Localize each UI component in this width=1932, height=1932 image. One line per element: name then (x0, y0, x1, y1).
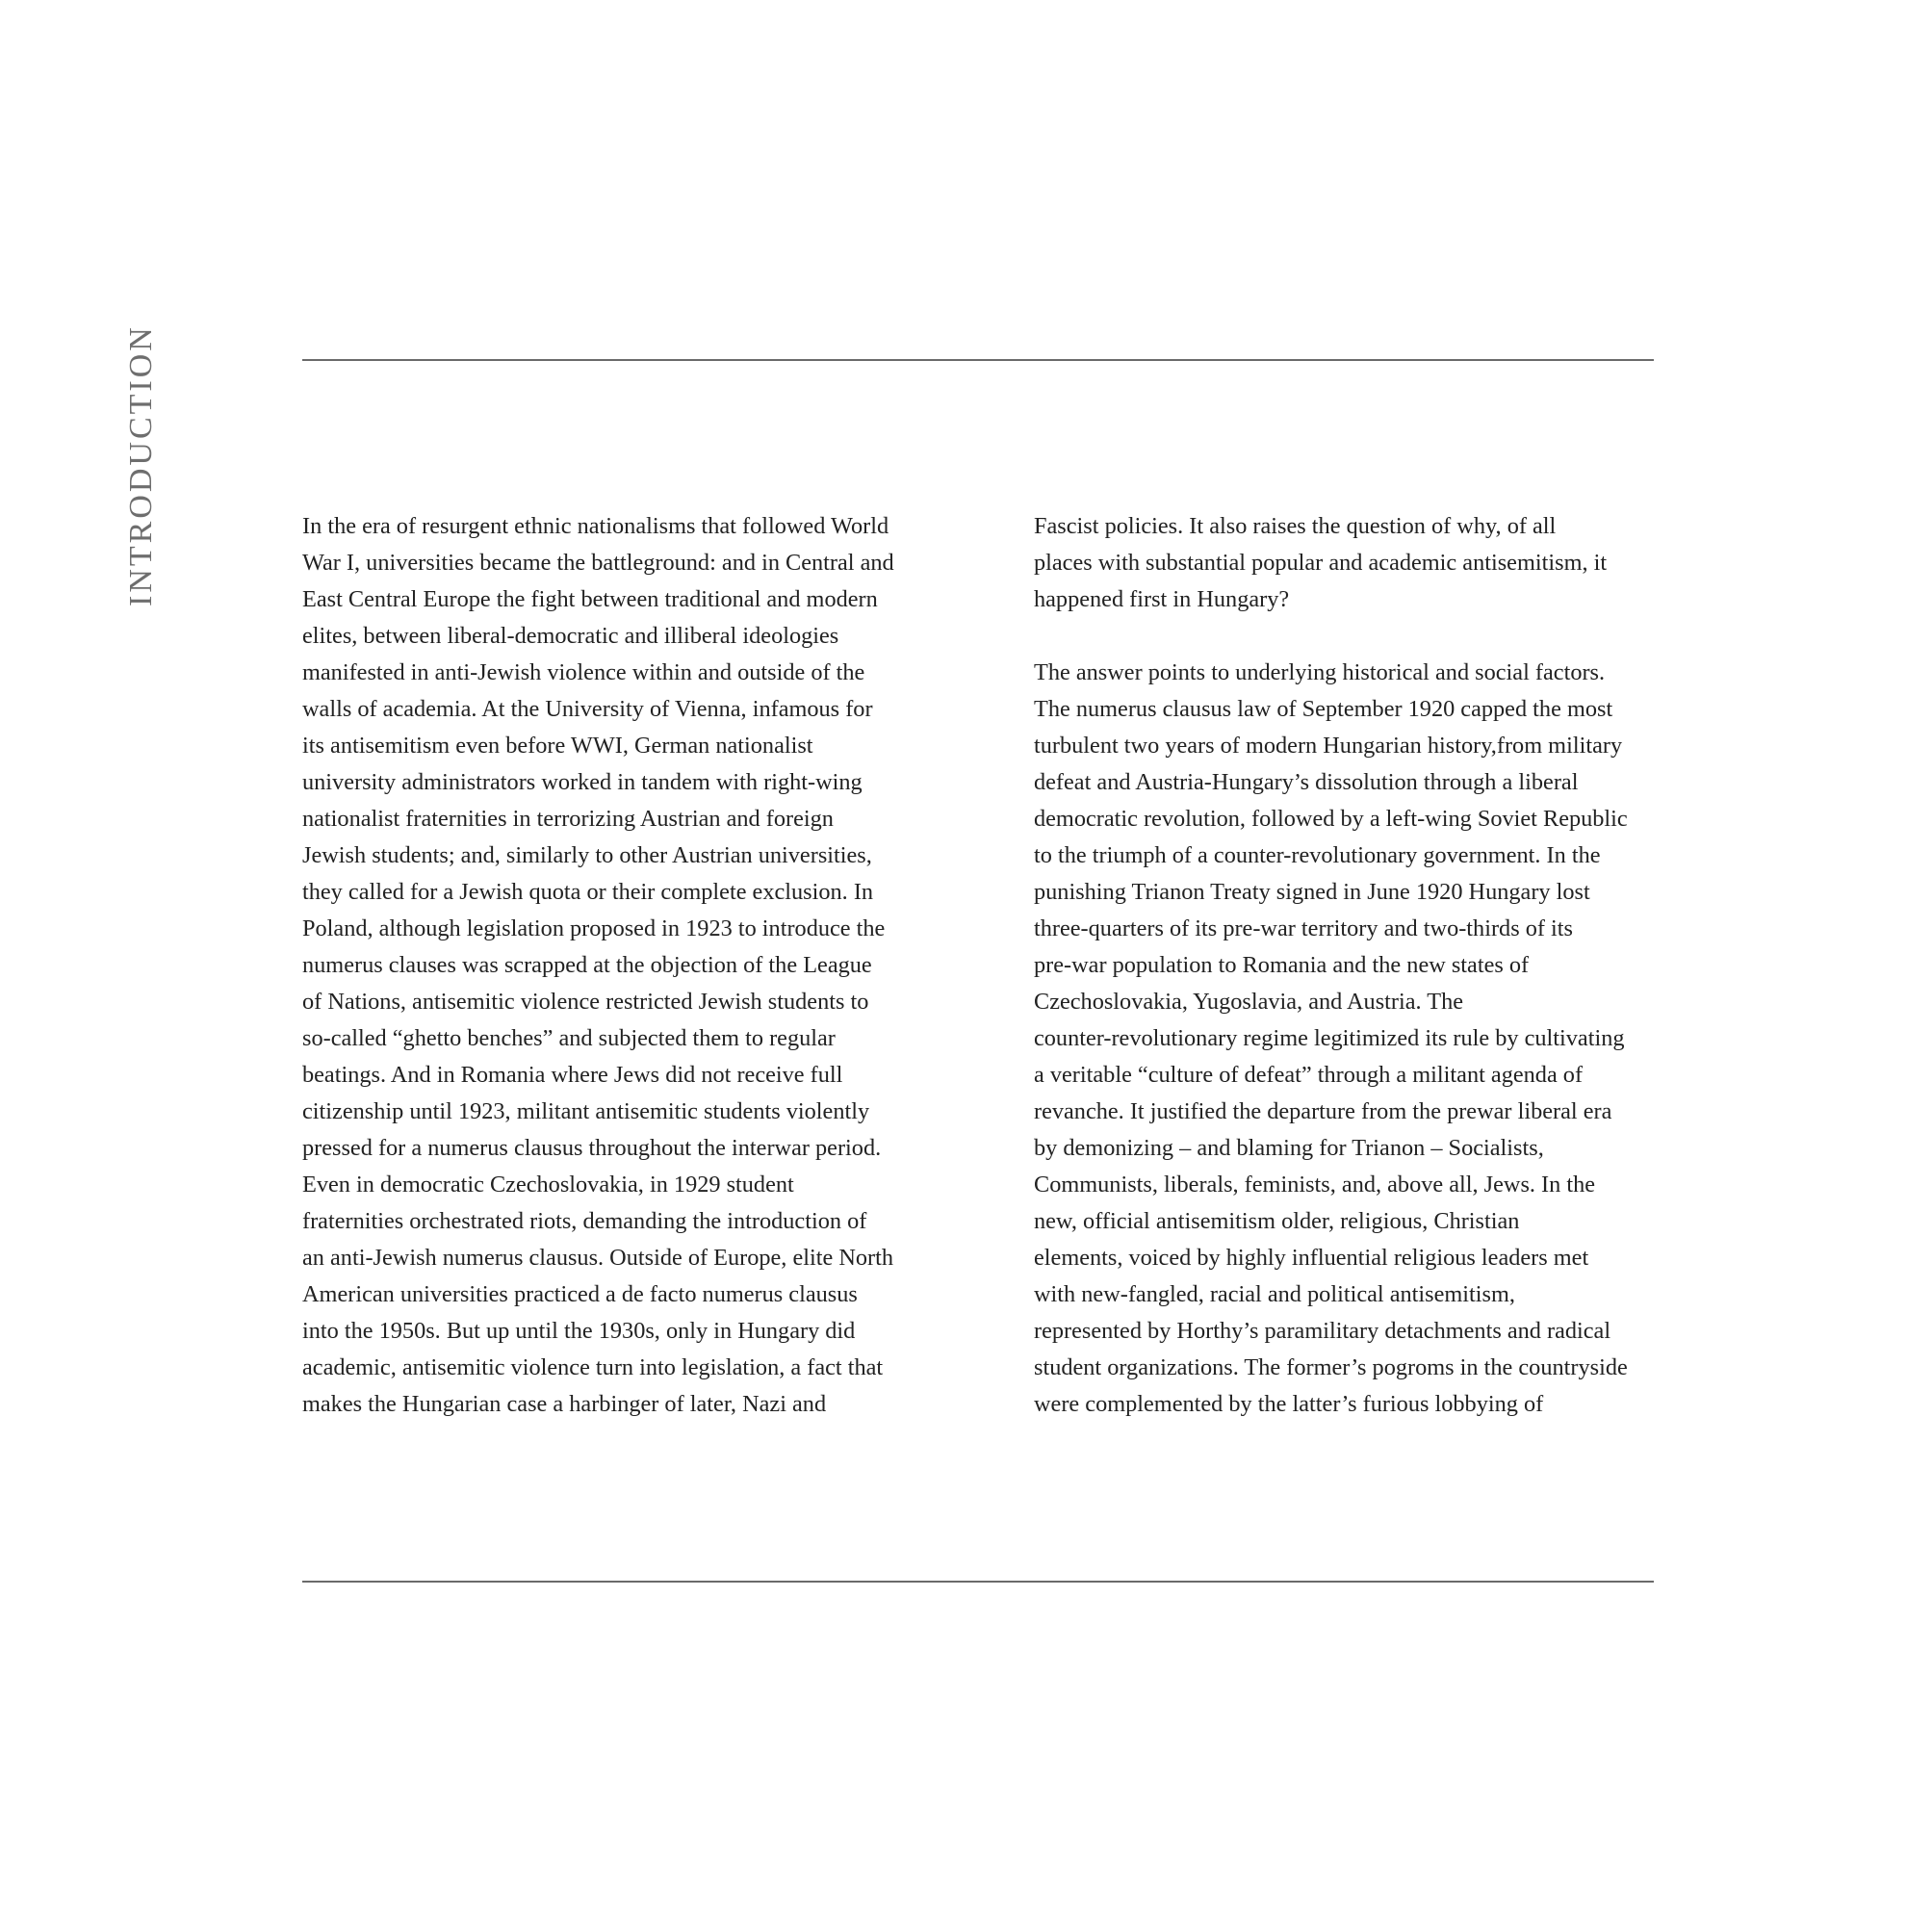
text-line: happened first in Hungary? (1034, 586, 1290, 612)
text-line: pre-war population to Romania and the new states of (1034, 952, 1530, 978)
text-line: a veritable “culture of defeat” through a militant agenda of (1034, 1062, 1584, 1088)
text-line: into the 1950s. But up until the 1930s, only in Hungary did (302, 1318, 856, 1344)
paragraph-break (1034, 618, 1669, 655)
text-line: academic, antisemitic violence turn into legislation, a fact that (302, 1354, 884, 1380)
text-line: Poland, although legislation proposed in 1923 to introduce the (302, 915, 886, 941)
text-line: its antisemitism even before WWI, German nationalist (302, 733, 813, 759)
text-line: Even in democratic Czechoslovakia, in 1929 student (302, 1172, 794, 1198)
text-line: defeat and Austria-Hungary’s dissolution through a liberal (1034, 769, 1579, 795)
top-divider (302, 359, 1654, 361)
text-line: War I, universities became the battleground: and in Central and (302, 550, 894, 576)
text-line: were complemented by the latter’s furious lobbying of (1034, 1391, 1544, 1417)
text-line: with new-fangled, racial and political antisemitism, (1034, 1281, 1515, 1307)
text-line: manifested in anti-Jewish violence within and outside of the (302, 659, 865, 685)
left-column (302, 508, 938, 1423)
text-line: Czechoslovakia, Yugoslavia, and Austria. The (1034, 989, 1464, 1015)
text-line: Communists, liberals, feminists, and, above all, Jews. In the (1034, 1172, 1596, 1198)
text-line: they called for a Jewish quota or their complete exclusion. In (302, 879, 874, 905)
text-line: turbulent two years of modern Hungarian history,from military (1034, 733, 1623, 759)
text-line: by demonizing – and blaming for Trianon – Socialists, (1034, 1135, 1544, 1161)
text-line: represented by Horthy’s paramilitary detachments and radical (1034, 1318, 1611, 1344)
text-line: numerus clauses was scrapped at the objection of the League (302, 952, 872, 978)
text-line: new, official antisemitism older, religious, Christian (1034, 1208, 1520, 1234)
text-line: nationalist fraternities in terrorizing Austrian and foreign (302, 806, 834, 832)
text-line: punishing Trianon Treaty signed in June 1920 Hungary lost (1034, 879, 1590, 905)
text-line: of Nations, antisemitic violence restricted Jewish students to (302, 989, 869, 1015)
text-line: three-quarters of its pre-war territory and two-thirds of its (1034, 915, 1573, 941)
text-line: counter-revolutionary regime legitimized its rule by cultivating (1034, 1025, 1625, 1051)
text-line: East Central Europe the fight between traditional and modern (302, 586, 878, 612)
text-line: Fascist policies. It also raises the question of why, of all (1034, 513, 1557, 539)
text-line: makes the Hungarian case a harbinger of later, Nazi and (302, 1391, 827, 1417)
text-line: democratic revolution, followed by a left-wing Soviet Republic (1034, 806, 1628, 832)
text-line: The numerus clausus law of September 1920 capped the most (1034, 696, 1613, 722)
text-line: fraternities orchestrated riots, demanding the introduction of (302, 1208, 867, 1234)
text-line: walls of academia. At the University of Vienna, infamous for (302, 696, 873, 722)
text-line: elites, between liberal-democratic and illiberal ideologies (302, 623, 839, 649)
text-line: citizenship until 1923, militant antisemitic students violently (302, 1098, 870, 1124)
text-line: to the triumph of a counter-revolutionary government. In the (1034, 842, 1601, 868)
text-line: places with substantial popular and academic antisemitism, it (1034, 550, 1608, 576)
text-line: university administrators worked in tandem with right-wing (302, 769, 863, 795)
text-line: In the era of resurgent ethnic nationalisms that followed World (302, 513, 889, 539)
bottom-divider (302, 1581, 1654, 1583)
text-line: an anti-Jewish numerus clausus. Outside of Europe, elite North (302, 1245, 894, 1271)
text-line: student organizations. The former’s pogroms in the countryside (1034, 1354, 1628, 1380)
text-line: The answer points to underlying historical and social factors. (1034, 659, 1606, 685)
text-line: beatings. And in Romania where Jews did not receive full (302, 1062, 843, 1088)
text-line: Jewish students; and, similarly to other Austrian universities, (302, 842, 872, 868)
text-line: pressed for a numerus clausus throughout the interwar period. (302, 1135, 882, 1161)
text-line: so-called “ghetto benches” and subjected them to regular (302, 1025, 836, 1051)
text-line: elements, voiced by highly influential religious leaders met (1034, 1245, 1589, 1271)
text-line: revanche. It justified the departure from the prewar liberal era (1034, 1098, 1612, 1124)
right-column (1034, 508, 1669, 1423)
section-label: INTRODUCTION (123, 324, 159, 606)
text-line: American universities practiced a de facto numerus clausus (302, 1281, 858, 1307)
